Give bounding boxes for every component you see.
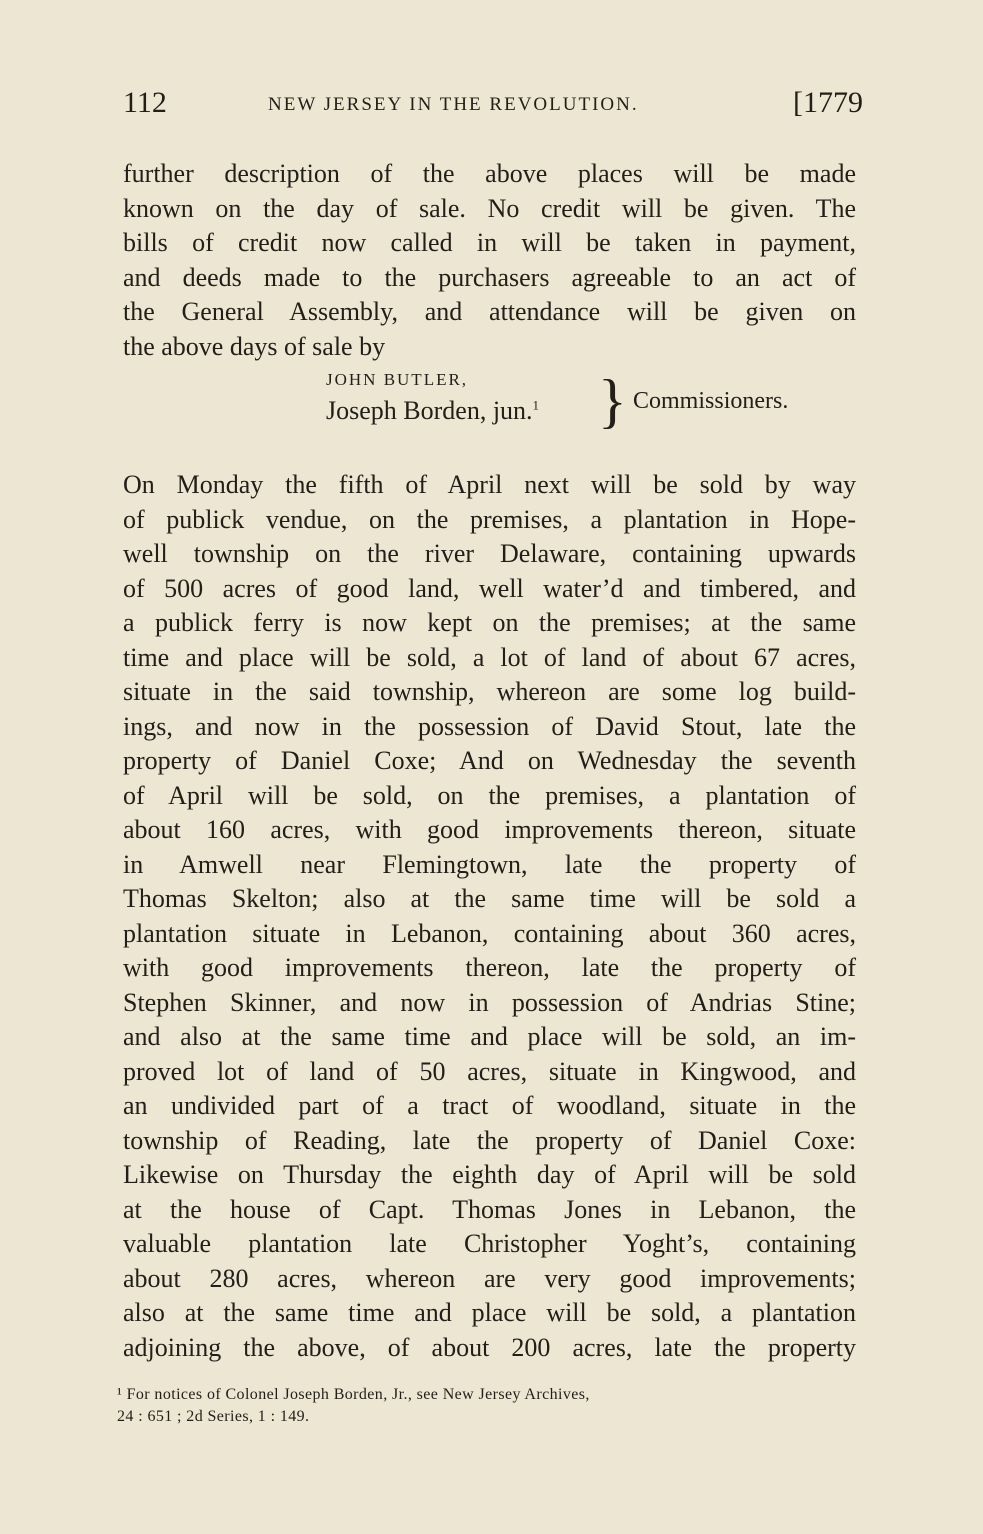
text-line: time and place will be sold, a lot of land of about 67 acres, <box>123 642 856 672</box>
running-title: NEW JERSEY IN THE REVOLUTION. <box>268 94 639 115</box>
text-line: Stephen Skinner, and now in possession of Andrias Stine; <box>123 987 856 1017</box>
text-line: and deeds made to the purchasers agreeable to an act of <box>123 262 856 292</box>
text-line: at the house of Capt. Thomas Jones in Lebanon, the <box>123 1194 856 1224</box>
curly-brace-icon: } <box>598 368 627 434</box>
paragraph-continuation <box>123 157 856 364</box>
text-line: also at the same time and place will be sold, a plantation <box>123 1298 856 1327</box>
text-line: the General Assembly, and attendance will be given on <box>123 297 856 326</box>
text-line: well township on the river Delaware, containing upwards <box>123 539 856 568</box>
text-line: in Amwell near Flemingtown, late the property of <box>123 849 856 879</box>
text-line: bills of credit now called in will be taken in payment, <box>123 228 856 257</box>
text-line: township of Reading, late the property of Daniel Coxe: <box>123 1125 856 1155</box>
text-line: ings, and now in the possession of David Stout, late the <box>123 711 856 741</box>
text-line: with good improvements thereon, late the property of <box>123 953 856 982</box>
text-line: about 160 acres, with good improvements thereon, situate <box>123 815 856 844</box>
text-line: Thomas Skelton; also at the same time will be sold a <box>123 884 856 913</box>
text-line: of publick vendue, on the premises, a plantation in Hope- <box>123 504 856 534</box>
text-line: an undivided part of a tract of woodland, situate in the <box>123 1091 856 1120</box>
header-year: [1779 <box>793 86 863 119</box>
text-line: On Monday the fifth of April next will be sold by way <box>123 470 856 499</box>
paragraph-sale-notice <box>123 468 856 1365</box>
text-line: of April will be sold, on the premises, a plantation of <box>123 780 856 810</box>
footnote-marker: 1 <box>532 397 540 413</box>
text-line: of 500 acres of good land, well water’d and timbered, and <box>123 573 856 603</box>
signatory-role: Commissioners. <box>633 388 789 414</box>
footnote-line: ¹ For notices of Colonel Joseph Borden, Jr., see New Jersey Archives, <box>117 1386 590 1403</box>
signatory-name-2 <box>326 396 539 426</box>
text-line: a publick ferry is now kept on the premises; at the same <box>123 608 856 637</box>
text-line: plantation situate in Lebanon, containing about 360 acres, <box>123 918 856 948</box>
text-line: further description of the above places will be made <box>123 159 856 188</box>
text-line: and also at the same time and place will be sold, an im- <box>123 1022 856 1051</box>
signatory-name-2-text: Joseph Borden, jun. <box>326 396 533 425</box>
footnote-line: 24 : 651 ; 2d Series, 1 : 149. <box>117 1408 310 1425</box>
text-line: valuable plantation late Christopher Yoght’s, containing <box>123 1229 856 1258</box>
text-line: proved lot of land of 50 acres, situate in Kingwood, and <box>123 1056 856 1086</box>
text-line: Likewise on Thursday the eighth day of April will be sold <box>123 1160 856 1189</box>
signature-block <box>123 366 856 436</box>
text-line: about 280 acres, whereon are very good improvements; <box>123 1263 856 1293</box>
footnote <box>117 1384 857 1428</box>
text-line: adjoining the above, of about 200 acres, late the property <box>123 1332 856 1362</box>
text-line: known on the day of sale. No credit will be given. The <box>123 193 856 223</box>
signatory-name-1: JOHN BUTLER, <box>326 370 469 389</box>
text-line: situate in the said township, whereon are some log build- <box>123 677 856 706</box>
text-line: the above days of sale by <box>123 331 386 361</box>
page-number: 112 <box>123 86 167 119</box>
text-line: property of Daniel Coxe; And on Wednesday the seventh <box>123 746 856 775</box>
page-header <box>123 86 863 126</box>
